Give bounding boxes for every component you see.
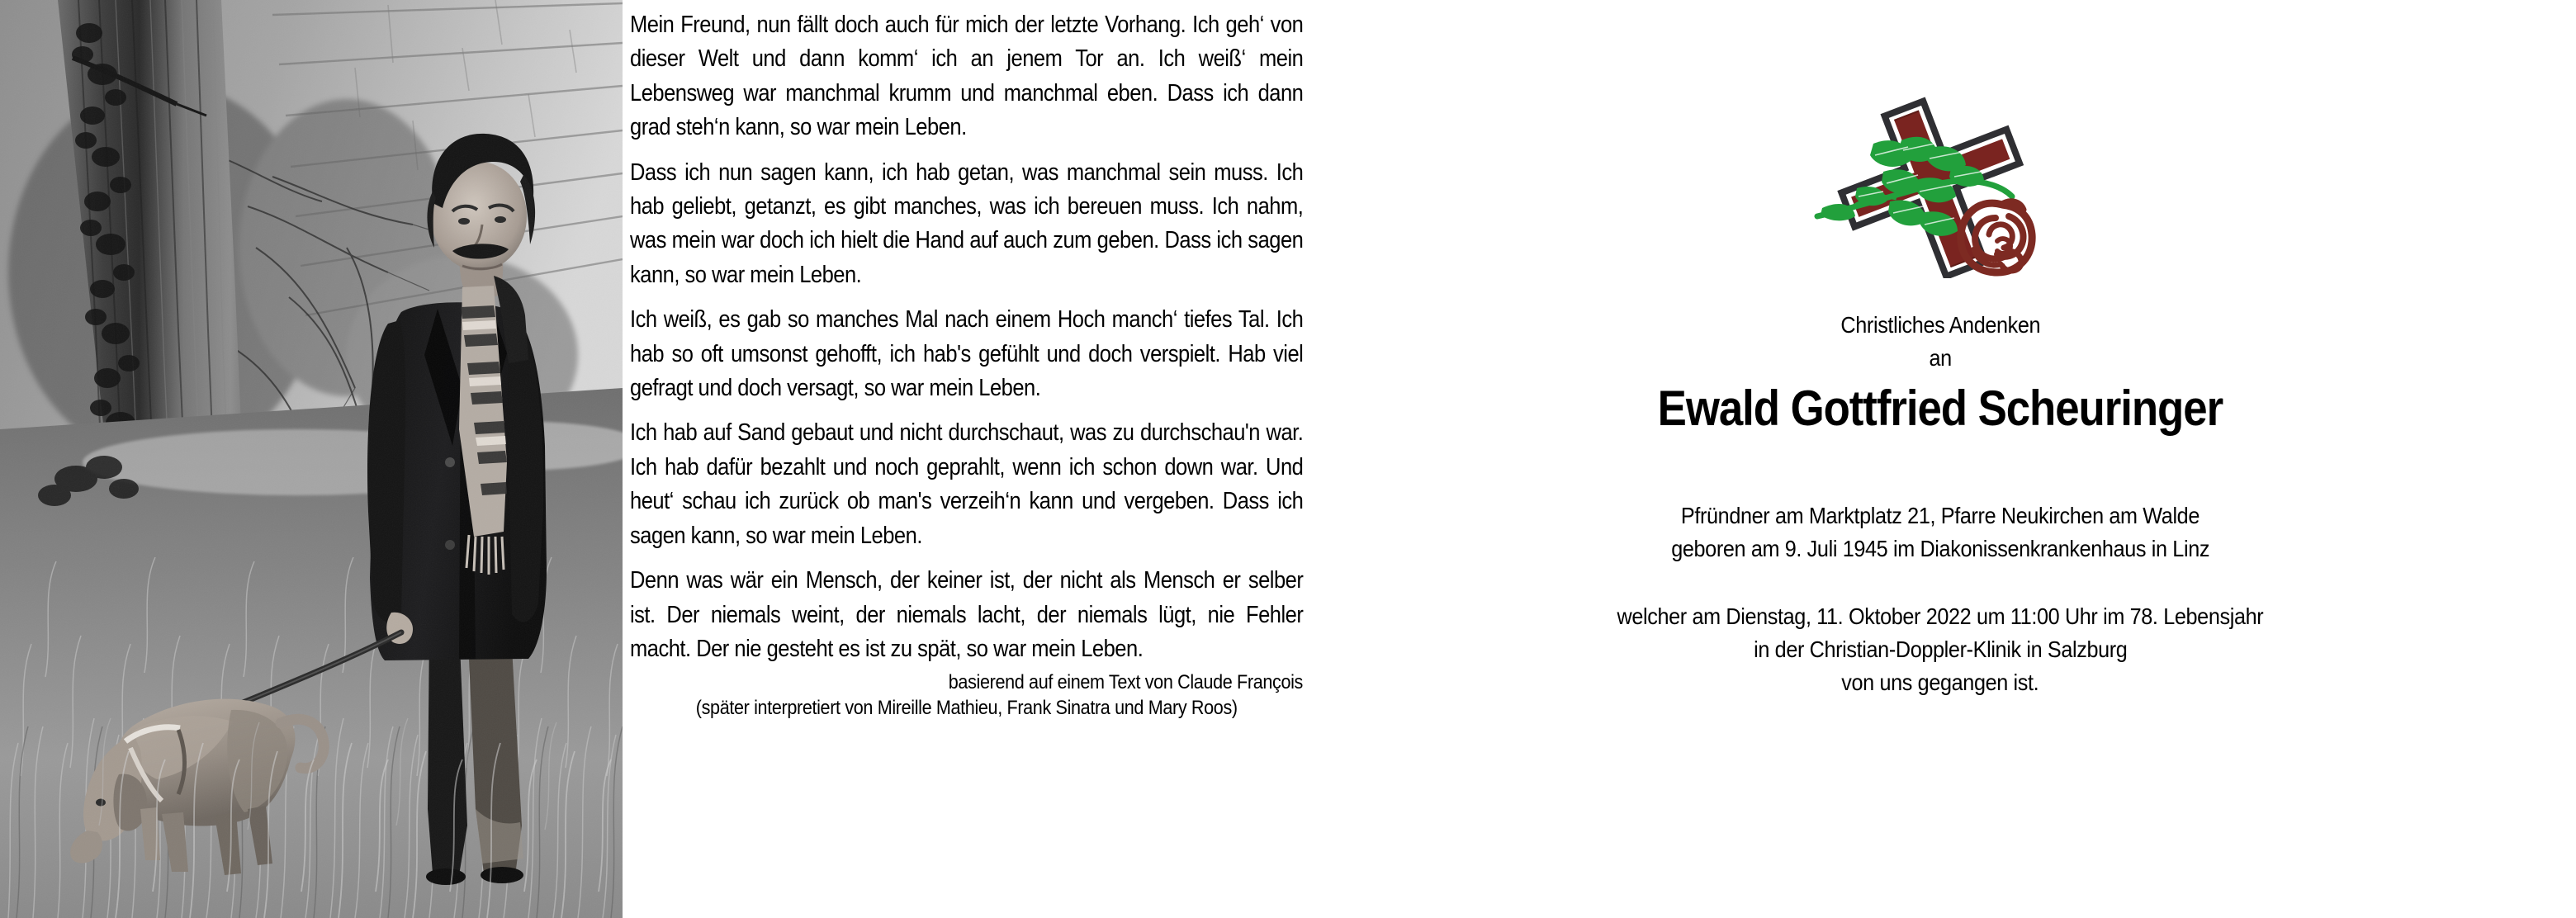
heading-christliches-andenken: Christliches Andenken bbox=[1840, 312, 2040, 338]
poem-paragraph-3: Ich weiß, es gab so manches Mal nach einem Hoch manch‘ tiefes Tal. Ich hab so oft umsonst gehofft, ich hab's gefühlt und doch verspielt. Hab viel gefragt und doch versagt, so war mein Leben. bbox=[630, 306, 1304, 402]
memorial-panel bbox=[1305, 0, 2576, 918]
poem-credit bbox=[630, 670, 1303, 721]
poem-column bbox=[630, 0, 1303, 918]
heading-an: an bbox=[1929, 345, 1952, 371]
credit-line-2: (später interpretiert von Mireille Mathieu, Frank Sinatra und Mary Roos) bbox=[695, 697, 1238, 720]
photo-illustration bbox=[0, 0, 623, 918]
birth-line: geboren am 9. Juli 1945 im Diakonissenkrankenhaus in Linz bbox=[1671, 536, 2209, 561]
cross-with-rose-icon bbox=[1804, 92, 2076, 278]
memorial-photograph bbox=[0, 0, 623, 918]
poem-paragraph-1: Mein Freund, nun fällt doch auch für mich der letzte Vorhang. Ich geh‘ von dieser Welt und dann komm‘ ich an jenem Tor an. Ich weiß‘ mein Lebensweg war manchmal krumm und manchmal eben. Dass ich dann grad steh‘n kann, so war mein Leben. bbox=[630, 12, 1304, 141]
cross-rose-illustration bbox=[1804, 92, 2076, 278]
death-line-1: welcher am Dienstag, 11. Oktober 2022 um 11:00 Uhr im 78. Lebensjahr bbox=[1617, 603, 2264, 629]
death-line-3: von uns gegangen ist. bbox=[1841, 670, 2039, 695]
death-line-2: in der Christian-Doppler-Klinik in Salzburg bbox=[1753, 636, 2128, 662]
credit-line-1: basierend auf einem Text von Claude François bbox=[948, 671, 1303, 694]
poem-paragraph-2: Dass ich nun sagen kann, ich hab getan, was manchmal sein muss. Ich hab geliebt, getanzt, es gibt manches, was ich bereuen muss. Ich nahm, was mein war doch ich hielt die Hand auf auch zum geben. Dass ich sagen kann, so war mein Leben. bbox=[630, 159, 1304, 288]
poem-paragraph-4: Ich hab auf Sand gebaut und nicht durchschaut, was zu durchschau'n war. Ich hab dafür bezahlt und noch geprahlt, wenn ich schon down war. Und heut‘ schau ich zurück ob man's verzeih‘n kann und vergeben. Dass ich sagen kann, so war mein Leben. bbox=[630, 419, 1304, 549]
deceased-name: Ewald Gottfried Scheuringer bbox=[1657, 381, 2223, 436]
residence-line: Pfründner am Marktplatz 21, Pfarre Neukirchen am Walde bbox=[1680, 503, 2200, 528]
poem-paragraph-5: Denn was wär ein Mensch, der keiner ist, der nicht als Mensch er selber ist. Der niemals weint, der niemals lacht, der niemals lügt, nie Fehler macht. Der nie gesteht es ist zu spät, so war mein Leben. bbox=[630, 567, 1304, 662]
